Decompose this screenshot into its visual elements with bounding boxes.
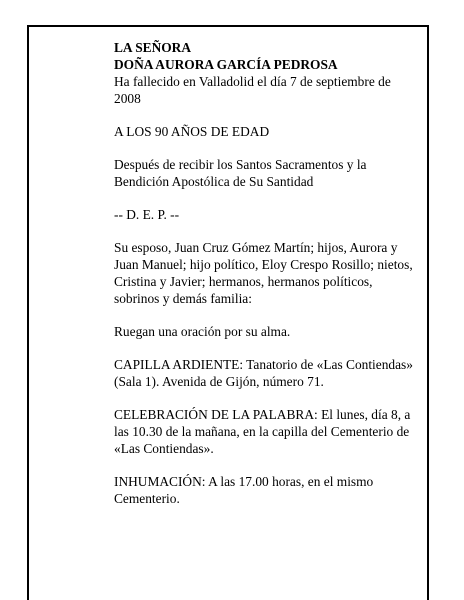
obituary-text [114, 39, 420, 507]
chapel-label: CAPILLA ARDIENTE: [114, 357, 244, 372]
prayer-request: Ruegan una oración por su alma. [114, 324, 291, 339]
death-statement: Ha fallecido en Valladolid el día 7 de septiembre de 2008 [114, 74, 391, 106]
age-line: A LOS 90 AÑOS DE EDAD [114, 124, 270, 139]
title-line-1: LA SEÑORA [114, 40, 192, 55]
sacraments-line: Después de recibir los Santos Sacramentos y la Bendición Apostólica de Su Santidad [114, 157, 367, 189]
rip-line: -- D. E. P. -- [114, 207, 180, 222]
burial-text: A las 17.00 horas, en el mismo Cementerio. [114, 474, 374, 506]
burial-label: INHUMACIÓN: [114, 474, 206, 489]
family-list: Su esposo, Juan Cruz Gómez Martín; hijos, Aurora y Juan Manuel; hijo político, Eloy Crespo Rosillo; nietos, Cristina y Javier; hermanos, hermanos políticos, sobrinos y demás familia: [114, 240, 413, 306]
deceased-name: DOÑA AURORA GARCÍA PEDROSA [114, 57, 338, 72]
celebration-paragraph [114, 406, 420, 457]
chapel-paragraph [114, 356, 420, 390]
celebration-label: CELEBRACIÓN DE LA PALABRA: [114, 407, 318, 422]
chapel-text: Tanatorio de «Las Contiendas» (Sala 1). Avenida de Gijón, número 71. [114, 357, 413, 389]
burial-paragraph [114, 473, 420, 507]
celebration-text: El lunes, día 8, a las 10.30 de la mañana, en la capilla del Cementerio de «Las Contiendas». [114, 407, 411, 456]
